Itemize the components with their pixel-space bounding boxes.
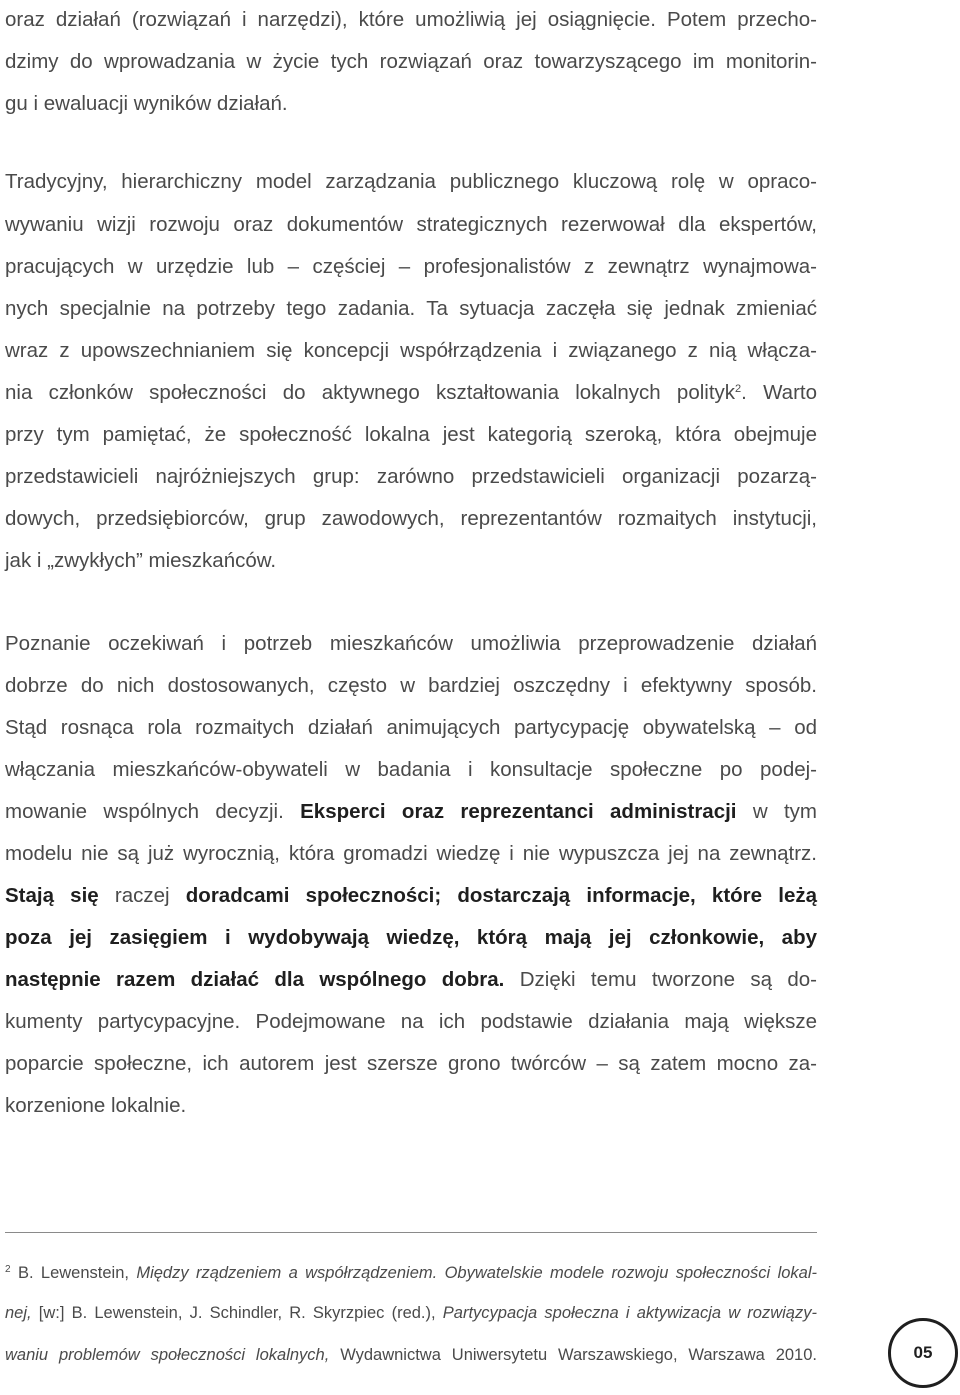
body-text-line: dobrze do nich dostosowanych, często w bardziej oszczędny i efektywny sposób.: [5, 674, 817, 697]
body-text-line: [5, 924, 817, 952]
footnote-line: [5, 1302, 817, 1324]
body-text-line: korzenione lokalnie.: [5, 1094, 187, 1117]
body-text-line: dowych, przedsiębiorców, grup zawodowych, reprezentantów rozmaitych instytucji,: [5, 507, 817, 530]
body-text-line: jak i „zwykłych” mieszkańców.: [5, 549, 277, 572]
italic-title: nej,: [5, 1304, 32, 1322]
body-text-line: oraz działań (rozwiązań i narzędzi), które umożliwią jej osiągnięcie. Potem przecho-: [5, 8, 817, 31]
footnote-ref: 2: [735, 383, 742, 395]
footnote-divider: [5, 1232, 817, 1233]
footnote-line: [5, 1262, 817, 1284]
italic-title: waniu problemów społeczności lokalnych,: [5, 1346, 330, 1364]
body-text-line: Stąd rosnąca rola rozmaitych działań animujących partycypację obywatelską – od: [5, 716, 817, 739]
text-run: nia członków społeczności do aktywnego kształtowania lokalnych polityk: [5, 381, 736, 404]
page-number-badge: [888, 1318, 958, 1388]
text-run: [w:] B. Lewenstein, J. Schindler, R. Skyrzpiec (red.),: [38, 1304, 436, 1322]
bold-text: doradcami społeczności; dostarczają informacje, które leżą: [185, 884, 817, 907]
body-text-line: Tradycyjny, hierarchiczny model zarządzania publicznego kluczową rolę w opraco-: [5, 170, 817, 193]
footnote-line: [5, 1344, 817, 1366]
body-text-line: nych specjalnie na potrzeby tego zadania. Ta sytuacja zaczęła się jednak zmieniać: [5, 297, 817, 320]
body-text-line: modelu nie są już wyrocznią, która gromadzi wiedzę i nie wypuszcza jej na zewnątrz.: [5, 842, 817, 865]
body-text-line: Poznanie oczekiwań i potrzeb mieszkańców umożliwia przeprowadzenie działań: [5, 632, 817, 655]
body-text-line: [5, 379, 817, 407]
body-text-line: przedstawicieli najróżniejszych grup: zarówno przedstawicieli organizacji pozarzą-: [5, 465, 817, 488]
text-run: raczej: [114, 884, 170, 907]
body-text-line: gu i ewaluacji wyników działań.: [5, 92, 288, 115]
body-text-line: kumenty partycypacyjne. Podejmowane na ich podstawie działania mają większe: [5, 1010, 817, 1033]
body-text-line: pracujących w urzędzie lub – częściej – profesjonalistów z zewnątrz wynajmowa-: [5, 255, 817, 278]
bold-text: następnie razem działać dla wspólnego dobra.: [5, 968, 505, 991]
italic-title: Partycypacja społeczna i aktywizacja w rozwiązy-: [442, 1304, 817, 1322]
bold-text: poza jej zasięgiem i wydobywają wiedzę, którą mają jej członkowie, aby: [5, 926, 817, 949]
body-text-line: dzimy do wprowadzania w życie tych rozwiązań oraz towarzyszącego im monitorin-: [5, 50, 817, 73]
bold-text: Stają się: [5, 884, 99, 907]
body-text-line: poparcie społeczne, ich autorem jest szersze grono twórców – są zatem mocno za-: [5, 1052, 817, 1075]
body-text-line: [5, 798, 817, 826]
text-run: . Warto: [741, 381, 818, 404]
text-run: w tym: [752, 800, 817, 823]
text-run: B. Lewenstein,: [17, 1264, 129, 1282]
footnote-number: 2: [5, 1264, 11, 1275]
body-text-line: przy tym pamiętać, że społeczność lokalna jest kategorią szeroką, która obejmuje: [5, 423, 817, 446]
italic-title: Między rządzeniem a współrządzeniem. Obywatelskie modele rozwoju społeczności lokal-: [136, 1264, 818, 1282]
page-number: 05: [913, 1343, 933, 1362]
text-run: Dzięki temu tworzone są do-: [519, 968, 817, 991]
bold-text: Eksperci oraz reprezentanci administracji: [300, 800, 737, 823]
body-text-line: [5, 882, 817, 910]
text-run: Wydawnictwa Uniwersytetu Warszawskiego, Warszawa 2010.: [340, 1346, 817, 1364]
body-text-line: [5, 966, 817, 994]
body-text-line: wraz z upowszechnianiem się koncepcji współrządzenia i związanego z nią włącza-: [5, 339, 817, 362]
text-run: mowanie wspólnych decyzji.: [5, 800, 284, 823]
body-text-line: wywaniu wizji rozwoju oraz dokumentów strategicznych rezerwował dla ekspertów,: [5, 213, 817, 236]
body-text-line: włączania mieszkańców-obywateli w badania i konsultacje społeczne po podej-: [5, 758, 817, 781]
